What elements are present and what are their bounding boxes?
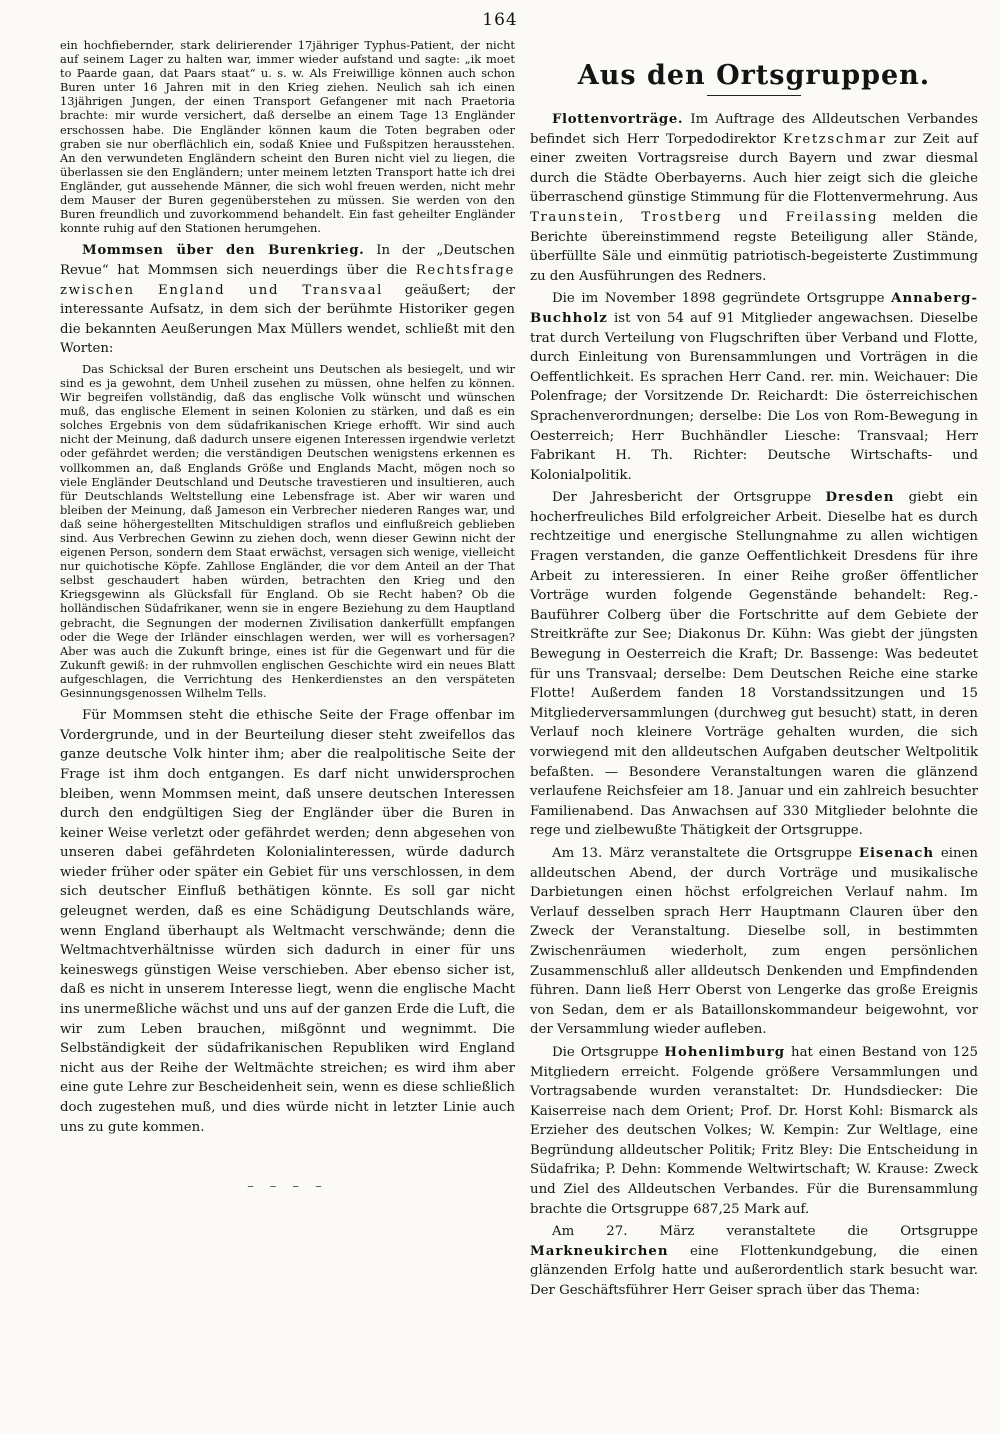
flotten-cities: Traunstein, Trostberg und Freilassing xyxy=(530,209,879,225)
markneukirchen-paragraph xyxy=(530,1222,978,1300)
flotten-name: Kretzschmar xyxy=(782,131,887,147)
hohenlimburg-text-a: Die Ortsgruppe xyxy=(552,1044,665,1060)
eisenach-text-a: Am 13. März veranstaltete die Ortsgruppe xyxy=(552,845,859,861)
mommsen-paragraph xyxy=(60,241,515,359)
eisenach-paragraph xyxy=(530,844,978,1040)
annaberg-paragraph xyxy=(530,289,978,485)
section-title: Aus den Ortsgruppen. xyxy=(577,60,931,91)
flotten-heading: Flottenvorträge. xyxy=(552,112,684,127)
hohenlimburg-text-b: hat einen Bestand von 125 Mitgliedern erreicht. Folgende größere Versammlungen und Vortragsabende wurden veranstaltet: Dr. Hundsdiecker: Die Kaiserreise nach dem Orient; Prof. Dr. Horst Kohl: Bismarck als Erzieher des deutschen Volkes; W. Kempin: Zur Weltlage, eine Begründung alldeutscher Politik; Fritz Bley: Die Entscheidung in Südafrika; P. Dehn: Kommende Weltwirtschaft; W. Krause: Zweck und Ziel des Alldeutschen Verbandes. Für die Burensammlung brachte die Ortsgruppe 687,25 Mark auf. xyxy=(530,1044,978,1217)
end-marks: – – – – xyxy=(247,1179,328,1195)
page-number: 164 xyxy=(482,10,518,30)
flotten-text-a: Im Auftrage des Alldeutschen Verbandes befindet sich Herr Torpedodirektor xyxy=(530,112,978,147)
eisenach-name: Eisenach xyxy=(858,845,934,861)
dresden-name: Dresden xyxy=(825,490,895,506)
eisenach-text-b: einen alldeutschen Abend, der durch Vorträge und musikalische Darbietungen einen höchst erfolgreichen Verlauf nahm. Im Verlauf desselben sprach Herr Hauptmann Clauren über den Zweck der Veranstaltung. Dieselbe soll, in bestimmten Zwischenräumen wiederholt, zum engen persönlichen Zusammenschluß aller alldeutsch Denkenden und Empfindenden führen. Dann ließ Herr Oberst von Lengerke das große Ereignis von Sedan, dem er als Bataillonskommandeur beigewohnt, vor der Versammlung wieder aufleben. xyxy=(530,845,978,1038)
dresden-paragraph xyxy=(530,488,978,841)
flotten-text-b: zur Zeit auf einer zweiten Vortragsreise durch Bayern und zwar diesmal durch die Städte Oberbayerns. Auch hier zeigt sich die gleiche überraschend günstige Stimmung für die Flottenvermehrung. Aus xyxy=(530,131,978,206)
hohenlimburg-name: Hohenlimburg xyxy=(664,1044,786,1060)
report-intro-paragraph: ein hochfiebernder, stark delirierender 17jähriger Typhus-Patient, der nicht auf seinem Lager zu halten war, immer wieder aufstand und sagte: „ik moet to Paarde gaan, dat Paars staat“ u. s. w. Als Freiwillige können auch schon Buren unter 16 Jahren mit in den Krieg ziehen. Neulich sah ich einen 13jährigen Jungen, der einen Transport Gefangener mit nach Praetoria brachte: mir wurde versichert, daß derselbe an einem Tage 13 Engländer erschossen habe. Die Engländer können kaum die Toten begraben oder graben sie nur oberflächlich ein, sodaß Kniee und Fußspitzen herausstehen. An den verwundeten Engländern scheint den Buren nicht viel zu liegen, die überlassen sie den Engländern; unter meinem letzten Transport hatte ich drei Engländer, gut aussehende Männer, die sich wohl freuen werden, nicht mehr dem Mauser der Buren gegenüberstehen zu müssen. Sie werden von den Buren freundlich und zuvorkommend behandelt. Ein fast geheilter Engländer konnte ruhig auf den Stationen herumgehen. xyxy=(60,38,515,236)
left-column xyxy=(60,38,515,1194)
mommsen-comment: Für Mommsen steht die ethische Seite der Frage offenbar im Vordergrunde, und in der Beurteilung dieser steht zweifellos das ganze deutsche Volk hinter ihm; aber die realpolitische Seite der Frage ist ihm doch entgangen. Es darf nicht unwidersprochen bleiben, wenn Mommsen meint, daß unsere deutschen Interessen durch den endgültigen Sieg der Engländer über die Buren in keiner Weise verletzt oder gefährdet werden; denn abgesehen von unseren dabei gefährdeten Kolonialinteressen, würde dadurch wieder früher oder später ein Gebiet für uns verschlossen, in dem sich deutscher Einfluß bethätigen könnte. Es soll gar nicht geleugnet werden, daß es eine Schädigung Deutschlands wäre, wenn England überhaupt als Weltmacht verschwände; denn die Weltmachtverhältnisse würden sich dadurch in einer für uns keineswegs günstigen Weise verschieben. Aber ebenso sicher ist, daß es nicht in unserem Interesse liegt, wenn die englische Macht ins unermeßliche wächst und uns auf der ganzen Erde die Luft, die wir zum Leben brauchen, mißgönnt und wegnimmt. Die Selbständigkeit der südafrikanischen Republiken wird England nicht aus der Reihe der Weltmächte streichen; es wird ihm aber eine gute Lehre zur Bescheidenheit sein, wenn es diese schließlich doch zugestehen muß, und dies würde nicht in letzter Linie auch uns zu gute kommen. xyxy=(60,708,515,1135)
dresden-text-b: giebt ein hocherfreuliches Bild erfolgreicher Arbeit. Dieselbe hat es durch rechtzeitige und energische Stellungnahme zu allen wichtigen Fragen verstanden, die ganze Oeffentlichkeit Dresdens für ihre Arbeit zu interessieren. In einer Reihe großer öffentlicher Vorträge wurden folgende Gegenstände behandelt: Reg.-Bauführer Colberg über die Fortschritte auf dem Gebiete der Streitkräfte zur See; Diakonus Dr. Kühn: Was giebt der jüngsten Bewegung in Oesterreich die Kraft; Dr. Bassenge: Was bedeutet für uns Transvaal; derselbe: Dem Deutschen Reiche eine starke Flotte! Außerdem fanden 18 Vorstandssitzungen und 15 Mitgliederversammlungen (durchweg gut besucht) statt, in deren Verlauf noch kleinere Vorträge gehalten wurden, die sich vorwiegend mit den alldeutschen Aufgaben deutscher Weltpolitik befaßten. — Besondere Veranstaltungen waren die glänzend verlaufene Reichsfeier am 18. Januar und ein zahlreich besuchter Familienabend. Das Anwachsen auf 330 Mitglieder belohnte die rege und zielbewußte Thätigkeit der Ortsgruppe. xyxy=(530,490,978,839)
mommsen-lead-b: geäußert; der interessante Aufsatz, in dem sich der berühmte Historiker gegen die bekannten Aeußerungen Max Müllers wendet, schließt mit den Worten: xyxy=(60,282,515,357)
mommsen-lead-spaced: Rechtsfrage zwischen England und Transvaal xyxy=(60,262,515,298)
annaberg-text-a: Die im November 1898 gegründete Ortsgruppe xyxy=(552,291,892,307)
mommsen-heading: Mommsen über den Burenkrieg. xyxy=(82,243,365,259)
annaberg-text-b: ist von 54 auf 91 Mitglieder angewachsen. Dieselbe trat durch Verteilung von Flugschriften über Verband und Flotte, durch Einleitung von Burensammlungen und Vorträgen in die Oeffentlichkeit. Es sprachen Herr Cand. rer. min. Weichauer: Die Polenfrage; der Vorsitzende Dr. Reichardt: Die österreichischen Sprachenverordnungen; derselbe: Die Los von Rom-Bewegung in Oesterreich; Herr Buchhändler Liesche: Transvaal; Herr Fabrikant H. Th. Richter: Deutsche Wirtschafts- und Kolonialpolitik. xyxy=(530,310,978,483)
flotten-paragraph xyxy=(530,110,978,286)
annaberg-name: Annaberg-Buchholz xyxy=(530,291,978,326)
markneukirchen-text-a: Am 27. März veranstaltete die Ortsgruppe xyxy=(552,1224,978,1240)
section-rule xyxy=(707,95,801,96)
mommsen-lead-a: In der „Deutschen Revue“ hat Mommsen sich neuerdings über die xyxy=(60,243,515,278)
mommsen-quote: Das Schicksal der Buren erscheint uns Deutschen als besiegelt, und wir sind es ja gewohnt, dem Unheil zusehen zu müssen, ohne helfen zu können. Wir begreifen vollständig, daß das englische Volk wünscht und wünschen muß, das englische Element in seinen Kolonien zu stärken, und daß es ein solches Ergebnis von dem südafrikanischen Kriege erhofft. Wir sind auch nicht der Meinung, daß dadurch unsere eigenen Interessen irgendwie verletzt oder gefährdet werden; die verständigen Deutschen wenigstens erkennen es vollkommen an, daß Englands Größe und Englands Macht, mögen noch so viele Engländer Deutschland und Deutsche travestieren und insultieren, auch für Deutschlands Weltstellung eine Lebensfrage ist. Aber wir waren und bleiben der Meinung, daß Jameson ein Verbrecher niederen Ranges war, und daß seine höhergestellten Mitschuldigen straflos und einflußreich geblieben sind. Aus Verbrechen Gewinn zu ziehen doch, wenn dieser Gewinn nicht der eigenen Person, sondern dem Staat erwächst, versagen sich wenige, vielleicht nur quichotische Köpfe. Zahllose Engländer, die vor dem Anteil an der That selbst geschaudert haben würden, betrachten den Krieg und den Kriegsgewinn als Glücksfall für England. Ob sie Recht haben? Ob die holländischen Südafrikaner, wenn sie in engere Beziehung zu dem Hauptland gebracht, die Segnungen der modernen Zivilisation dankerfüllt empfangen oder die Wege der Irländer einschlagen werden, wer will es vorhersagen? Aber was auch die Zukunft bringe, eines ist für die Gegenwart und für die Zukunft gewiß: in der ruhmvollen englischen Geschichte wird ein neues Blatt aufgeschlagen, die Verrichtung des Henkerdienstes an den verspäteten Gesinnungsgenossen Wilhelm Tells. xyxy=(60,361,515,701)
flotten-text-c: melden die Berichte übereinstimmend regste Beteiligung aller Stände, überfüllte Säle und einmütig patriotisch-begeisterte Zustimmung zu den Ausführungen des Redners. xyxy=(530,209,978,284)
right-column xyxy=(530,38,978,1301)
dresden-text-a: Der Jahresbericht der Ortsgruppe xyxy=(552,490,826,506)
markneukirchen-text-b: eine Flottenkundgebung, die einen glänzenden Erfolg hatte und außerordentlich stark besucht war. Der Geschäftsführer Herr Geiser sprach über das Thema: xyxy=(530,1243,978,1299)
markneukirchen-name: Markneukirchen xyxy=(530,1243,669,1259)
hohenlimburg-paragraph xyxy=(530,1043,978,1219)
